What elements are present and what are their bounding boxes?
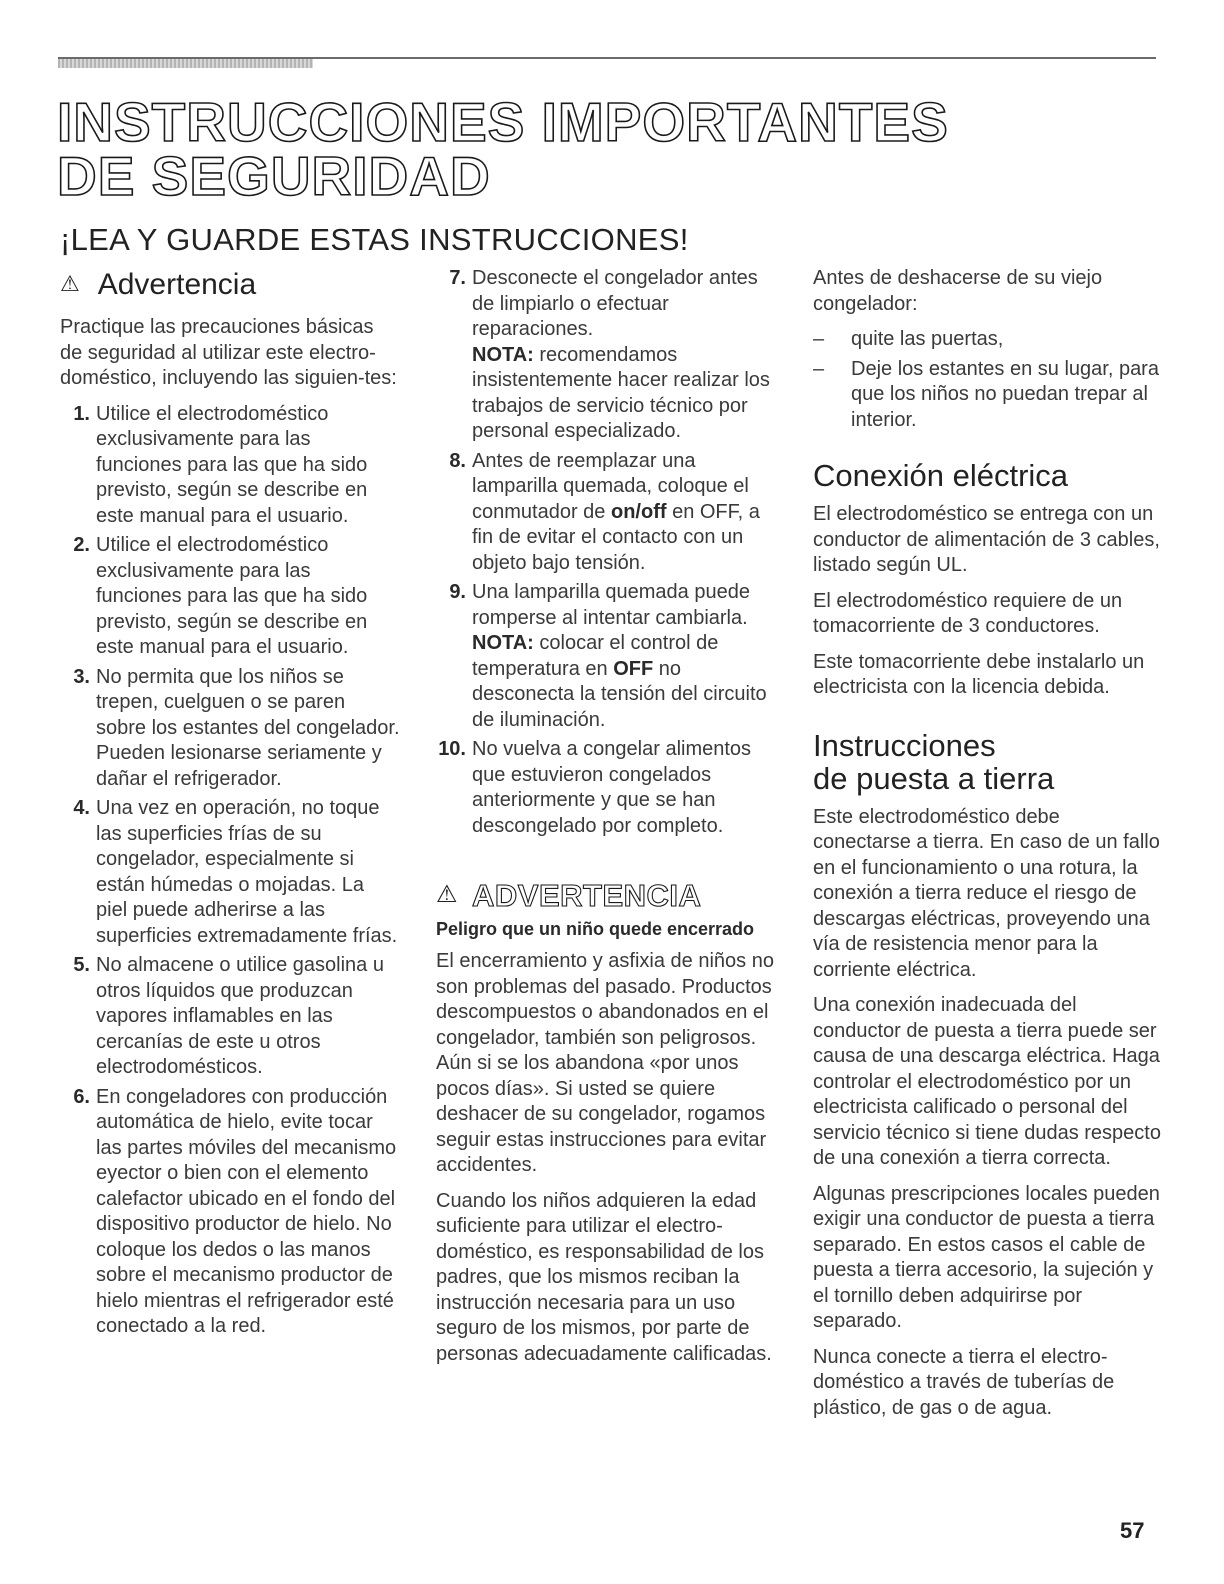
list-item-text: Una vez en operación, no toque las superficies frías de su congelador, especialmente si están húmedas o mojadas. La piel puede adherirse a las superficies extremadamente frías. (96, 797, 398, 947)
warning-heading-text: ADVERTENCIA (472, 878, 702, 913)
list-item-text: En congeladores con producción automática de hielo, evite tocar las partes móviles del mecanismo eyector o bien con el elemento calefactor ubicado en el fondo del dispositivo productor de hielo. No coloque los dedos o las manos sobre el mecanismo productor de hielo mientras el refrigerador esté conectado a la red. (96, 1085, 397, 1337)
list-item-text: No vuelva a congelar alimentos que estuvieron congelados anteriormente y que se han descongelado por completo. (472, 738, 752, 837)
warning-subheading: Peligro que un niño quede encerrado (436, 919, 755, 939)
warning-paragraph-2: Cuando los niños adquieren la edad suficiente para utilizar el electro-doméstico, es responsabilidad de los padres, que los mismos reciban la instrucción necesaria para un uso seguro de los mismos, por parte de personas adecuadamente calificadas. (436, 1189, 772, 1365)
advertencia-intro: Practique las precauciones básicas de seguridad al utilizar este electro-doméstico, incluyendo las siguien-tes: (60, 316, 397, 389)
note-text: recomendamos insistentemente hacer realizar los trabajos de servicio técnico por personal especializado. (472, 343, 770, 442)
tierra-paragraph: Este electrodoméstico debe conectarse a tierra. En caso de un fallo en el funcionamiento o una rotura, la conexión a tierra reduce el riesgo de descargas eléctricas, proveyendo una vía de resistencia menor para la corriente eléctrica. (813, 805, 1160, 981)
warning-paragraph-1: El encerramiento y asfixia de niños no son problemas del pasado. Productos descompuestos o abandonados en el congelador, también son peligrosos. Aún si se los abandona «por unos pocos días». Si usted se quiere deshacer de su congelador, rogamos seguir estas instrucciones para evitar accidentes. (436, 950, 774, 1176)
list-item (60, 402, 400, 530)
list-item-number: 6. (73, 1085, 90, 1108)
list-item (60, 796, 400, 949)
title-line-1: INSTRUCCIONES IMPORTANTES (57, 91, 949, 153)
list-item-text: Una lamparilla quemada puede romperse al intentar cambiarla. (472, 581, 750, 629)
list-item-text-end: en OFF, a fin de evitar el contacto con un objeto bajo tensión. (472, 500, 760, 574)
column-left (60, 266, 400, 1344)
tierra-heading-line-1: Instrucciones (813, 727, 996, 763)
tierra-heading-line-2: de puesta a tierra (813, 760, 1055, 796)
list-item (60, 1085, 400, 1340)
disposal-list (813, 327, 1163, 433)
top-rule-shade (58, 59, 313, 68)
column-middle (436, 266, 781, 1377)
list-item-number: 8. (449, 449, 466, 472)
warning-icon: ⚠ (60, 271, 80, 296)
note-label: NOTA: (472, 632, 534, 654)
list-item-number: 7. (449, 267, 466, 289)
list-item-text: Desconecte el congelador antes de limpiarlo o efectuar reparaciones. (472, 267, 758, 340)
tierra-heading (813, 729, 1163, 795)
advertencia-heading (60, 266, 400, 303)
switch-label: on/off (610, 500, 667, 523)
dash-bullet: – (813, 328, 825, 350)
list-item-text: No almacene o utilice gasolina u otros líquidos que produzcan vapores inflamables en las cercanías de este u otros electrodomésticos. (96, 954, 384, 1078)
list-item-number: 10. (438, 738, 466, 760)
list-item (436, 737, 781, 839)
list-item-number: 5. (73, 954, 90, 976)
list-item (60, 953, 400, 1081)
list-item-text: quite las puertas, (851, 328, 1004, 350)
dash-bullet: – (813, 357, 825, 380)
list-item (813, 327, 1163, 353)
page-title (57, 91, 949, 207)
list-item-number: 3. (73, 665, 90, 688)
warning-heading (436, 877, 781, 914)
disposal-intro: Antes de deshacerse de su viejo congelador: (813, 267, 1103, 315)
tierra-paragraph: Una conexión inadecuada del conductor de puesta a tierra puede ser causa de una descarga eléctrica. Haga controlar el electrodoméstico por un electricista calificado o personal del servicio técnico si tiene dudas respecto de una conexión a tierra correcta. (813, 994, 1161, 1169)
list-item-number: 4. (73, 797, 90, 819)
safety-list (60, 402, 400, 1340)
list-item-number: 9. (449, 581, 466, 603)
list-item (436, 580, 781, 733)
tierra-paragraph: Algunas prescripciones locales pueden exigir una conductor de puesta a tierra separado. En estos casos el cable de puesta a tierra accesorio, la sujeción y el tornillo deben adquirirse por separado. (813, 1182, 1160, 1332)
list-item-number: 1. (73, 402, 90, 425)
column-right (813, 266, 1163, 1431)
note-text: colocar el control de temperatura en (472, 632, 719, 680)
list-item-text: Utilice el electrodoméstico exclusivamente para las funciones para las que ha sido previsto, según se describe en este manual para el usuario. (96, 402, 368, 527)
list-item-number: 2. (73, 534, 90, 556)
conexion-heading: Conexión eléctrica (813, 458, 1069, 493)
advertencia-heading-text: Advertencia (97, 268, 257, 301)
page-subtitle: ¡LEA Y GUARDE ESTAS INSTRUCCIONES! (60, 222, 689, 257)
list-item (436, 266, 781, 445)
note-label: NOTA: (472, 343, 534, 366)
safety-list-continued (436, 266, 781, 839)
list-item-text: Utilice el electrodoméstico exclusivamente para las funciones para las que ha sido previsto, según se describe en este manual para el usuario. (96, 534, 368, 658)
list-item-text: Antes de reemplazar una lamparilla quemada, coloque el conmutador de (472, 449, 749, 523)
note-text-end: no desconecta la tensión del circuito de iluminación. (472, 657, 767, 731)
conexion-paragraph: Este tomacorriente debe instalarlo un electricista con la licencia debida. (813, 650, 1145, 698)
list-item (813, 357, 1163, 434)
list-item (60, 665, 400, 793)
page-number: 57 (1120, 1518, 1145, 1543)
title-line-2: DE SEGURIDAD (57, 145, 491, 207)
list-item (436, 449, 781, 577)
list-item (60, 533, 400, 661)
warning-icon: ⚠ (436, 881, 459, 908)
conexion-paragraph: El electrodoméstico se entrega con un conductor de alimentación de 3 cables, listado según UL. (813, 503, 1160, 576)
list-item-text: Deje los estantes en su lugar, para que los niños no puedan trepar al interior. (851, 357, 1159, 431)
list-item-text: No permita que los niños se trepen, cuelguen o se paren sobre los estantes del congelador. Pueden lesionarse seriamente y dañar el refrigerador. (96, 665, 400, 790)
conexion-paragraph: El electrodoméstico requiere de un tomacorriente de 3 conductores. (813, 589, 1123, 637)
off-label: OFF (613, 657, 654, 680)
tierra-paragraph: Nunca conecte a tierra el electro-doméstico a través de tuberías de plástico, de gas o de agua. (813, 1345, 1115, 1419)
